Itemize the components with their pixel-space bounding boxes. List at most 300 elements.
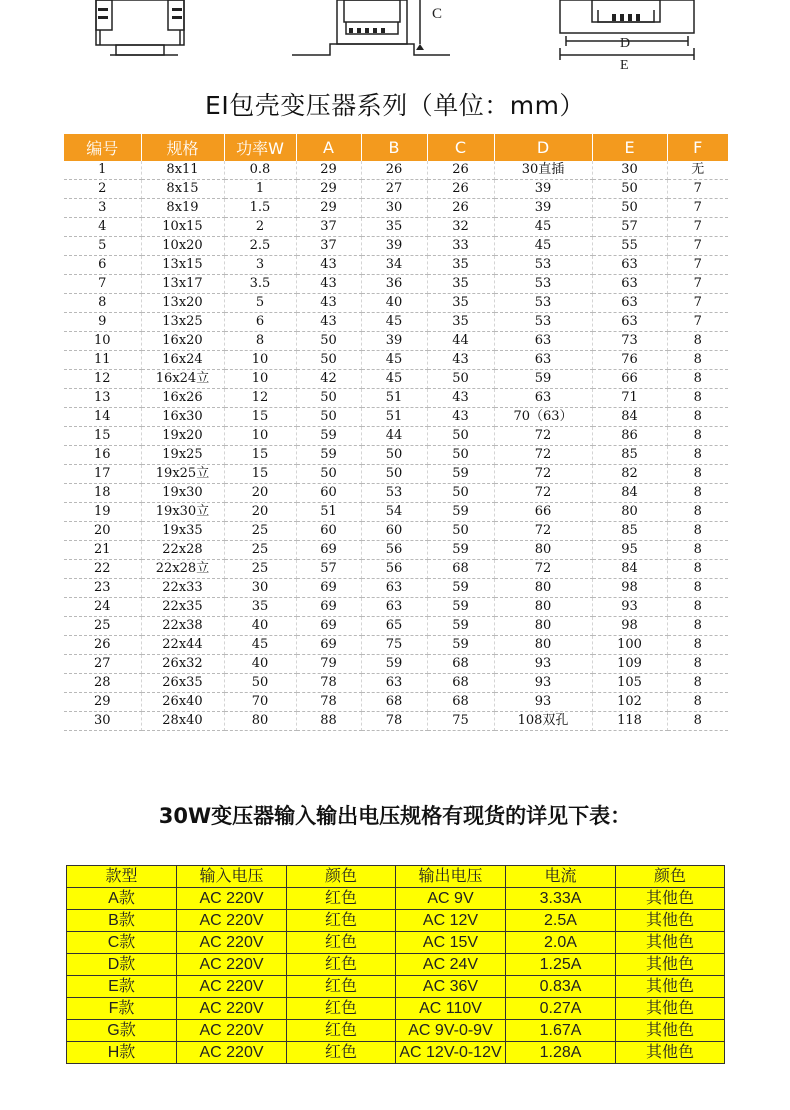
table-cell: 其他色 <box>616 910 725 932</box>
table-cell: 34 <box>361 256 427 275</box>
table-row <box>64 275 728 294</box>
table-cell: 红色 <box>287 976 396 998</box>
table-cell: 18 <box>64 484 141 503</box>
table-cell: 57 <box>296 560 361 579</box>
table-cell: 84 <box>592 484 667 503</box>
table-cell: 44 <box>361 427 427 446</box>
table-cell: 22x44 <box>141 636 224 655</box>
table-cell: 19x25立 <box>141 465 224 484</box>
table-cell: 10 <box>224 427 296 446</box>
table-cell: 72 <box>494 427 592 446</box>
side-view-drawing <box>292 0 450 55</box>
table-cell: 13x15 <box>141 256 224 275</box>
table-cell: 72 <box>494 560 592 579</box>
table-cell: 23 <box>64 579 141 598</box>
table-cell: 50 <box>592 180 667 199</box>
table-cell: 8 <box>667 636 728 655</box>
table-cell: 84 <box>592 560 667 579</box>
table-cell: 8 <box>667 503 728 522</box>
table-cell: AC 220V <box>177 976 287 998</box>
table-row <box>64 389 728 408</box>
table-cell: 56 <box>361 541 427 560</box>
table-cell: 59 <box>427 617 494 636</box>
table-cell: 45 <box>494 218 592 237</box>
table-cell: 93 <box>592 598 667 617</box>
table-cell: 68 <box>361 693 427 712</box>
table-cell: 59 <box>427 541 494 560</box>
table-cell: 59 <box>361 655 427 674</box>
table-cell: 25 <box>224 560 296 579</box>
table-row <box>64 674 728 693</box>
table-cell: 80 <box>592 503 667 522</box>
table-cell: 50 <box>427 427 494 446</box>
table-cell: 10x20 <box>141 237 224 256</box>
dimension-e-label: E <box>620 58 629 72</box>
table-cell: AC 220V <box>177 910 287 932</box>
table-cell: 19x25 <box>141 446 224 465</box>
table-row <box>67 1020 725 1042</box>
table-cell: 2.0A <box>506 932 616 954</box>
table-row <box>64 712 728 731</box>
table-cell: 78 <box>361 712 427 731</box>
table-cell: 85 <box>592 522 667 541</box>
table-cell: 42 <box>296 370 361 389</box>
table-cell: 27 <box>64 655 141 674</box>
table-cell: 7 <box>667 256 728 275</box>
table-cell: 60 <box>361 522 427 541</box>
column-header: B <box>361 134 427 161</box>
table-cell: AC 36V <box>396 976 506 998</box>
table-cell: 红色 <box>287 954 396 976</box>
table-cell: 20 <box>224 484 296 503</box>
column-header: 款型 <box>67 866 177 888</box>
table-cell: 24 <box>64 598 141 617</box>
table-cell: 45 <box>361 313 427 332</box>
ei-table-body <box>64 161 728 731</box>
table-cell: 29 <box>296 180 361 199</box>
table-cell: 其他色 <box>616 1020 725 1042</box>
table-cell: 71 <box>592 389 667 408</box>
dimension-c-label: C <box>432 6 443 22</box>
column-header: 编号 <box>64 134 141 161</box>
table-cell: D款 <box>67 954 177 976</box>
table-cell: 50 <box>427 522 494 541</box>
table-row <box>64 199 728 218</box>
table-cell: 53 <box>494 275 592 294</box>
table-cell: 7 <box>667 237 728 256</box>
table-row <box>64 446 728 465</box>
table-cell: 16 <box>64 446 141 465</box>
table-row <box>64 408 728 427</box>
table-cell: 33 <box>427 237 494 256</box>
table-cell: 30直插 <box>494 161 592 180</box>
table-cell: AC 220V <box>177 998 287 1020</box>
table-cell: 39 <box>361 237 427 256</box>
table-cell: 56 <box>361 560 427 579</box>
table-row <box>64 522 728 541</box>
table-cell: 55 <box>592 237 667 256</box>
table-cell: 其他色 <box>616 976 725 998</box>
table-row <box>67 954 725 976</box>
table-cell: 26 <box>427 180 494 199</box>
table-row <box>64 617 728 636</box>
table-cell: 60 <box>296 484 361 503</box>
table-cell: 68 <box>427 560 494 579</box>
table-row <box>64 351 728 370</box>
table-cell: 59 <box>427 503 494 522</box>
table-cell: 8 <box>667 598 728 617</box>
table-row <box>64 313 728 332</box>
column-header: A <box>296 134 361 161</box>
table-cell: 93 <box>494 674 592 693</box>
table-row <box>64 579 728 598</box>
table-cell: 3.33A <box>506 888 616 910</box>
table-cell: 43 <box>296 294 361 313</box>
table-cell: 8 <box>224 332 296 351</box>
table-cell: 63 <box>592 256 667 275</box>
table-cell: 其他色 <box>616 888 725 910</box>
table-cell: 45 <box>361 351 427 370</box>
table-cell: 63 <box>592 294 667 313</box>
table-cell: 109 <box>592 655 667 674</box>
table-cell: 3 <box>64 199 141 218</box>
table-cell: 8 <box>667 408 728 427</box>
table-cell: 35 <box>361 218 427 237</box>
table-cell: 1.28A <box>506 1042 616 1064</box>
table-cell: 3.5 <box>224 275 296 294</box>
table-cell: 2 <box>224 218 296 237</box>
table-cell: 80 <box>494 617 592 636</box>
table-cell: 43 <box>427 351 494 370</box>
table-cell: 50 <box>296 408 361 427</box>
table-cell: 35 <box>427 256 494 275</box>
table-cell: 95 <box>592 541 667 560</box>
table-cell: 19x35 <box>141 522 224 541</box>
side-view-ticks <box>349 28 424 50</box>
table-cell: 80 <box>494 541 592 560</box>
table-row <box>64 503 728 522</box>
w30-section-title: 30W变压器输入输出电压规格有现货的详见下表： <box>158 804 632 828</box>
table-row <box>64 484 728 503</box>
table-cell: 8x19 <box>141 199 224 218</box>
table-cell: 98 <box>592 617 667 636</box>
table-cell: 86 <box>592 427 667 446</box>
table-row <box>64 560 728 579</box>
table-cell: 50 <box>361 465 427 484</box>
table-cell: 60 <box>296 522 361 541</box>
table-cell: 其他色 <box>616 998 725 1020</box>
table-cell: 50 <box>361 446 427 465</box>
table-cell: AC 220V <box>177 888 287 910</box>
table-cell: 93 <box>494 693 592 712</box>
column-header: E <box>592 134 667 161</box>
table-cell: 8 <box>667 560 728 579</box>
table-cell: 红色 <box>287 910 396 932</box>
front-view-drawing <box>96 0 184 55</box>
table-cell: 红色 <box>287 932 396 954</box>
table-cell: 11 <box>64 351 141 370</box>
table-cell: 63 <box>494 351 592 370</box>
table-cell: 63 <box>494 332 592 351</box>
table-cell: 108双孔 <box>494 712 592 731</box>
table-cell: 无 <box>667 161 728 180</box>
table-cell: 19x30立 <box>141 503 224 522</box>
table-cell: 2 <box>64 180 141 199</box>
table-cell: 15 <box>224 408 296 427</box>
table-cell: 50 <box>224 674 296 693</box>
table-cell: 19x30 <box>141 484 224 503</box>
table-cell: 68 <box>427 674 494 693</box>
table-row <box>64 370 728 389</box>
column-header: C <box>427 134 494 161</box>
table-cell: 82 <box>592 465 667 484</box>
table-cell: 66 <box>592 370 667 389</box>
table-cell: 37 <box>296 218 361 237</box>
column-header: 电流 <box>506 866 616 888</box>
table-cell: 8 <box>667 617 728 636</box>
table-row <box>67 976 725 998</box>
table-cell: 50 <box>592 199 667 218</box>
table-cell: 5 <box>64 237 141 256</box>
table-cell: 10x15 <box>141 218 224 237</box>
table-cell: 40 <box>224 617 296 636</box>
table-cell: 8 <box>667 389 728 408</box>
table-cell: 1 <box>64 161 141 180</box>
table-cell: 红色 <box>287 1020 396 1042</box>
table-cell: 35 <box>427 313 494 332</box>
table-cell: 3 <box>224 256 296 275</box>
table-cell: 26x40 <box>141 693 224 712</box>
table-cell: 53 <box>361 484 427 503</box>
table-cell: 7 <box>667 180 728 199</box>
table-cell: 29 <box>296 161 361 180</box>
table-cell: 57 <box>592 218 667 237</box>
table-cell: 0.8 <box>224 161 296 180</box>
table-cell: 15 <box>64 427 141 446</box>
table-cell: 30 <box>361 199 427 218</box>
table-cell: 35 <box>427 275 494 294</box>
table-cell: 28x40 <box>141 712 224 731</box>
table-cell: 59 <box>494 370 592 389</box>
table-cell: 26x35 <box>141 674 224 693</box>
table-cell: 79 <box>296 655 361 674</box>
table-row <box>64 237 728 256</box>
w30-table-body <box>67 888 725 1064</box>
table-cell: 22x28立 <box>141 560 224 579</box>
table-cell: 8 <box>667 541 728 560</box>
table-cell: 7 <box>667 218 728 237</box>
table-row <box>64 636 728 655</box>
table-row <box>67 888 725 910</box>
table-cell: 7 <box>667 199 728 218</box>
column-header: 规格 <box>141 134 224 161</box>
table-cell: 32 <box>427 218 494 237</box>
table-cell: 2.5A <box>506 910 616 932</box>
table-cell: 51 <box>361 408 427 427</box>
table-cell: 50 <box>427 370 494 389</box>
table-cell: B款 <box>67 910 177 932</box>
table-cell: 1.5 <box>224 199 296 218</box>
table-cell: AC 9V <box>396 888 506 910</box>
table-cell: AC 12V-0-12V <box>396 1042 506 1064</box>
table-cell: 8 <box>667 693 728 712</box>
table-cell: 78 <box>296 693 361 712</box>
table-cell: A款 <box>67 888 177 910</box>
table-cell: 8 <box>667 332 728 351</box>
table-cell: 72 <box>494 446 592 465</box>
table-cell: 16x26 <box>141 389 224 408</box>
table-cell: 100 <box>592 636 667 655</box>
table-cell: 65 <box>361 617 427 636</box>
table-cell: 1.25A <box>506 954 616 976</box>
table-cell: 19x20 <box>141 427 224 446</box>
table-cell: 26 <box>427 161 494 180</box>
table-cell: 69 <box>296 617 361 636</box>
column-header: 功率W <box>224 134 296 161</box>
table-cell: 63 <box>361 674 427 693</box>
table-cell: AC 12V <box>396 910 506 932</box>
table-cell: 7 <box>64 275 141 294</box>
table-cell: 0.27A <box>506 998 616 1020</box>
table-cell: 105 <box>592 674 667 693</box>
table-cell: 20 <box>224 503 296 522</box>
table-cell: 8 <box>667 579 728 598</box>
table-cell: 15 <box>224 446 296 465</box>
table-row <box>64 465 728 484</box>
table-cell: 39 <box>361 332 427 351</box>
table-cell: G款 <box>67 1020 177 1042</box>
table-row <box>64 294 728 313</box>
table-cell: 59 <box>427 465 494 484</box>
column-header: 颜色 <box>287 866 396 888</box>
table-cell: 14 <box>64 408 141 427</box>
table-cell: 76 <box>592 351 667 370</box>
table-cell: 13x25 <box>141 313 224 332</box>
table-cell: 13x20 <box>141 294 224 313</box>
table-cell: 16x30 <box>141 408 224 427</box>
table-row <box>64 655 728 674</box>
table-cell: 102 <box>592 693 667 712</box>
table-cell: 66 <box>494 503 592 522</box>
table-cell: 8 <box>667 522 728 541</box>
table-cell: 8x15 <box>141 180 224 199</box>
table-cell: 8 <box>667 674 728 693</box>
ei-table-header-row <box>64 134 728 161</box>
table-cell: 59 <box>296 446 361 465</box>
table-cell: 35 <box>224 598 296 617</box>
table-cell: 80 <box>494 636 592 655</box>
table-cell: 15 <box>224 465 296 484</box>
table-cell: 59 <box>296 427 361 446</box>
table-cell: 39 <box>494 180 592 199</box>
table-cell: 75 <box>361 636 427 655</box>
table-cell: 53 <box>494 313 592 332</box>
table-cell: AC 24V <box>396 954 506 976</box>
table-cell: 59 <box>427 636 494 655</box>
table-cell: 1 <box>224 180 296 199</box>
table-cell: H款 <box>67 1042 177 1064</box>
table-cell: 45 <box>224 636 296 655</box>
table-cell: 59 <box>427 598 494 617</box>
w30-spec-table <box>66 865 725 1064</box>
table-cell: 50 <box>296 351 361 370</box>
column-header: 颜色 <box>616 866 725 888</box>
table-cell: 45 <box>361 370 427 389</box>
table-cell: 16x24 <box>141 351 224 370</box>
table-cell: 22x35 <box>141 598 224 617</box>
table-row <box>67 998 725 1020</box>
table-row <box>67 932 725 954</box>
table-row <box>64 161 728 180</box>
table-cell: 16x20 <box>141 332 224 351</box>
table-cell: 25 <box>64 617 141 636</box>
table-cell: 40 <box>224 655 296 674</box>
table-cell: 25 <box>224 522 296 541</box>
table-cell: 28 <box>64 674 141 693</box>
table-row <box>64 180 728 199</box>
table-cell: 59 <box>427 579 494 598</box>
table-cell: 72 <box>494 522 592 541</box>
table-cell: F款 <box>67 998 177 1020</box>
table-cell: 26 <box>361 161 427 180</box>
table-cell: 26 <box>427 199 494 218</box>
table-cell: 12 <box>224 389 296 408</box>
table-cell: 45 <box>494 237 592 256</box>
table-cell: 70（63） <box>494 408 592 427</box>
table-cell: 16x24立 <box>141 370 224 389</box>
table-cell: 7 <box>667 294 728 313</box>
table-cell: 5 <box>224 294 296 313</box>
table-cell: 43 <box>296 256 361 275</box>
ei-series-title: EI包壳变压器系列（单位：mm） <box>205 91 585 120</box>
table-cell: 22 <box>64 560 141 579</box>
w30-table-header-row <box>67 866 725 888</box>
table-cell: 9 <box>64 313 141 332</box>
table-cell: 50 <box>296 332 361 351</box>
table-cell: 13x17 <box>141 275 224 294</box>
column-header: F <box>667 134 728 161</box>
table-row <box>67 910 725 932</box>
table-cell: 39 <box>494 199 592 218</box>
front-view-details <box>98 8 182 19</box>
table-cell: 6 <box>64 256 141 275</box>
table-cell: C款 <box>67 932 177 954</box>
table-cell: 29 <box>296 199 361 218</box>
table-cell: 13 <box>64 389 141 408</box>
table-cell: 27 <box>361 180 427 199</box>
table-cell: 8 <box>667 655 728 674</box>
table-row <box>67 1042 725 1064</box>
table-cell: 20 <box>64 522 141 541</box>
table-cell: 25 <box>224 541 296 560</box>
table-cell: 30 <box>592 161 667 180</box>
table-cell: 10 <box>224 370 296 389</box>
table-row <box>64 218 728 237</box>
table-cell: 10 <box>224 351 296 370</box>
table-cell: 35 <box>427 294 494 313</box>
table-cell: 43 <box>427 389 494 408</box>
table-cell: 8 <box>667 370 728 389</box>
table-cell: 44 <box>427 332 494 351</box>
table-cell: 43 <box>427 408 494 427</box>
table-cell: 7 <box>667 275 728 294</box>
table-cell: 8 <box>667 427 728 446</box>
column-header: D <box>494 134 592 161</box>
table-row <box>64 427 728 446</box>
table-cell: 50 <box>427 484 494 503</box>
table-cell: AC 220V <box>177 954 287 976</box>
table-cell: 8 <box>667 351 728 370</box>
